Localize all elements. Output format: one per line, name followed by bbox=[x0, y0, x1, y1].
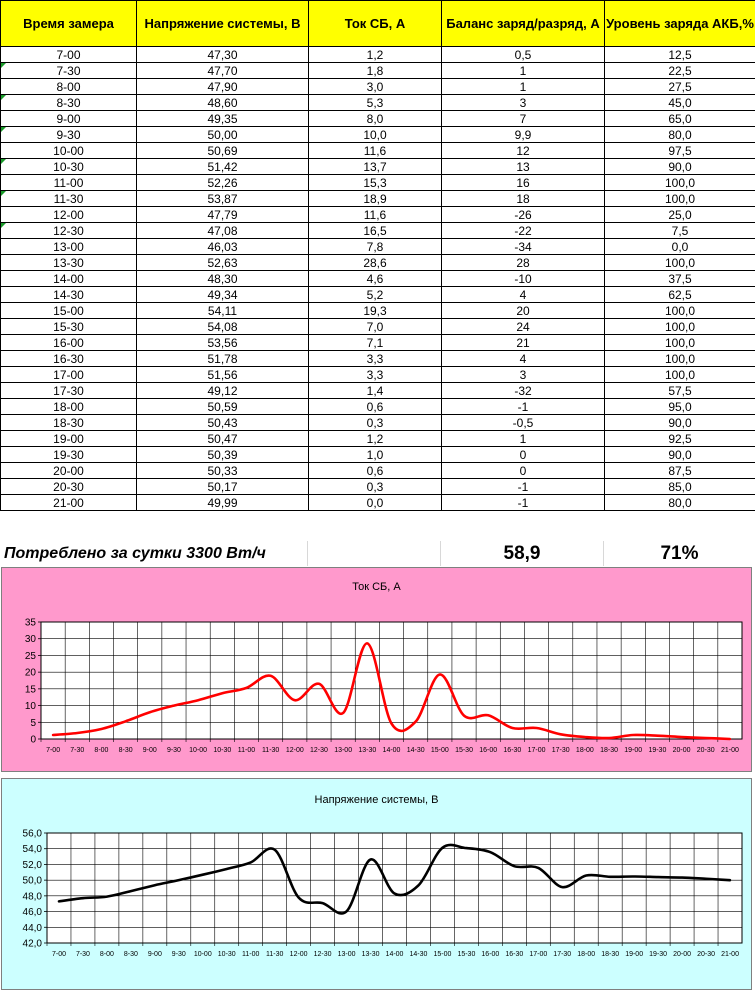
current-cell: 19,3 bbox=[309, 303, 442, 319]
voltage-cell: 51,56 bbox=[137, 367, 309, 383]
time-cell: 13-00 bbox=[1, 239, 137, 255]
current-chart-xtick-label: 18-30 bbox=[600, 747, 619, 754]
voltage-chart-xtick-label: 8-30 bbox=[123, 951, 138, 958]
time-cell: 10-00 bbox=[1, 143, 137, 159]
charge-cell: 97,5 bbox=[605, 143, 755, 159]
balance-cell: 7 bbox=[442, 111, 605, 127]
balance-cell: 12 bbox=[442, 143, 605, 159]
current-chart-xtick-label: 17-00 bbox=[527, 747, 546, 754]
balance-cell: -1 bbox=[442, 479, 605, 495]
table-row bbox=[1, 111, 755, 127]
header-voltage: Напряжение системы, В bbox=[137, 1, 309, 47]
charge-cell: 90,0 bbox=[605, 159, 755, 175]
current-chart-ytick-label: 25 bbox=[24, 650, 36, 662]
current-chart-ytick-label: 20 bbox=[24, 667, 36, 679]
voltage-chart-xtick-label: 14-00 bbox=[385, 951, 404, 958]
current-cell: 7,8 bbox=[309, 239, 442, 255]
voltage-cell: 49,35 bbox=[137, 111, 309, 127]
charge-cell: 90,0 bbox=[605, 415, 755, 431]
time-cell: 21-00 bbox=[1, 495, 137, 511]
voltage-chart-xtick-label: 13-00 bbox=[337, 951, 356, 958]
current-chart-xtick-label: 20-00 bbox=[672, 747, 691, 754]
table-row bbox=[1, 463, 755, 479]
header-current: Ток СБ, А bbox=[309, 1, 442, 47]
current-cell: 18,9 bbox=[309, 191, 442, 207]
charge-cell: 80,0 bbox=[605, 495, 755, 511]
voltage-chart-xtick-label: 15-30 bbox=[457, 951, 476, 958]
charge-average: 71% bbox=[660, 543, 699, 564]
current-chart-xtick-label: 13-00 bbox=[334, 747, 353, 754]
current-chart-xtick-label: 16-00 bbox=[479, 747, 498, 754]
table-row bbox=[1, 255, 755, 271]
voltage-cell: 48,60 bbox=[137, 95, 309, 111]
current-cell: 1,4 bbox=[309, 383, 442, 399]
balance-cell: 0,5 bbox=[442, 47, 605, 63]
time-cell: 13-30 bbox=[1, 255, 137, 271]
balance-cell: 4 bbox=[442, 287, 605, 303]
balance-cell: 13 bbox=[442, 159, 605, 175]
voltage-chart-xtick-label: 11-00 bbox=[242, 951, 260, 958]
table-row bbox=[1, 319, 755, 335]
voltage-cell: 49,12 bbox=[137, 383, 309, 399]
voltage-chart-xtick-label: 10-30 bbox=[217, 951, 236, 958]
current-chart-xtick-label: 9-30 bbox=[166, 747, 181, 754]
current-chart-xtick-label: 11-30 bbox=[261, 747, 280, 754]
current-chart-xtick-label: 12-30 bbox=[310, 747, 328, 754]
charge-cell: 95,0 bbox=[605, 399, 755, 415]
voltage-cell: 46,03 bbox=[137, 239, 309, 255]
table-row bbox=[1, 127, 755, 143]
current-chart-ytick-label: 35 bbox=[24, 617, 36, 629]
current-cell: 10,0 bbox=[309, 127, 442, 143]
charge-cell: 12,5 bbox=[605, 47, 755, 63]
balance-cell: 20 bbox=[442, 303, 605, 319]
table-row bbox=[1, 447, 755, 463]
table-row bbox=[1, 191, 755, 207]
table-row bbox=[1, 47, 755, 63]
balance-cell: 9,9 bbox=[442, 127, 605, 143]
current-cell: 1,0 bbox=[309, 447, 442, 463]
balance-cell: 1 bbox=[442, 431, 605, 447]
current-chart-svg bbox=[2, 568, 751, 771]
table-row bbox=[1, 399, 755, 415]
balance-total: 58,9 bbox=[441, 541, 604, 566]
time-cell: 19-30 bbox=[1, 447, 137, 463]
current-chart-xtick-label: 21-00 bbox=[720, 747, 739, 754]
current-chart-xtick-label: 20-30 bbox=[696, 747, 715, 754]
charge-cell: 27,5 bbox=[605, 79, 755, 95]
voltage-chart-ytick-label: 52,0 bbox=[22, 859, 42, 871]
balance-cell: -32 bbox=[442, 383, 605, 399]
balance-cell: 18 bbox=[442, 191, 605, 207]
voltage-chart-xtick-label: 16-00 bbox=[481, 951, 500, 958]
time-cell: 9-00 bbox=[1, 111, 137, 127]
voltage-chart-svg bbox=[2, 779, 751, 989]
header-charge-level: Уровень заряда АКБ,% bbox=[605, 1, 755, 47]
time-cell: 14-00 bbox=[1, 271, 137, 287]
current-chart-xtick-label: 16-30 bbox=[503, 747, 522, 754]
balance-cell: 0 bbox=[442, 463, 605, 479]
voltage-cell: 52,26 bbox=[137, 175, 309, 191]
current-cell: 4,6 bbox=[309, 271, 442, 287]
charge-cell: 25,0 bbox=[605, 207, 755, 223]
time-cell: 16-30 bbox=[1, 351, 137, 367]
charge-cell: 100,0 bbox=[605, 175, 755, 191]
balance-cell: -1 bbox=[442, 495, 605, 511]
voltage-chart-xtick-label: 10-00 bbox=[193, 951, 212, 958]
balance-cell: 0 bbox=[442, 447, 605, 463]
table-row bbox=[1, 63, 755, 79]
current-chart-xtick-label: 11-00 bbox=[237, 747, 256, 754]
voltage-cell: 52,63 bbox=[137, 255, 309, 271]
balance-cell: 1 bbox=[442, 63, 605, 79]
time-cell: 15-00 bbox=[1, 303, 137, 319]
current-cell: 0,6 bbox=[309, 399, 442, 415]
charge-cell: 0,0 bbox=[605, 239, 755, 255]
balance-cell: -0,5 bbox=[442, 415, 605, 431]
charge-cell: 90,0 bbox=[605, 447, 755, 463]
time-cell: 8-30 bbox=[1, 95, 137, 111]
charge-cell: 100,0 bbox=[605, 191, 755, 207]
voltage-chart-ytick-label: 56,0 bbox=[22, 828, 42, 840]
current-chart-xtick-label: 19-00 bbox=[624, 747, 643, 754]
current-chart-xtick-label: 15-00 bbox=[430, 747, 449, 754]
time-cell: 14-30 bbox=[1, 287, 137, 303]
voltage-chart-xtick-label: 15-00 bbox=[433, 951, 452, 958]
voltage-cell: 50,39 bbox=[137, 447, 309, 463]
voltage-cell: 50,47 bbox=[137, 431, 309, 447]
voltage-chart-ytick-label: 42,0 bbox=[22, 938, 42, 950]
table-row bbox=[1, 95, 755, 111]
balance-cell: -34 bbox=[442, 239, 605, 255]
balance-cell: -22 bbox=[442, 223, 605, 239]
current-chart bbox=[1, 567, 752, 772]
current-chart-ytick-label: 5 bbox=[30, 717, 36, 729]
voltage-chart-ytick-label: 44,0 bbox=[22, 922, 42, 934]
charge-cell: 57,5 bbox=[605, 383, 755, 399]
table-row bbox=[1, 303, 755, 319]
current-cell: 1,2 bbox=[309, 431, 442, 447]
table-row bbox=[1, 495, 755, 511]
voltage-cell: 53,87 bbox=[137, 191, 309, 207]
voltage-cell: 51,42 bbox=[137, 159, 309, 175]
voltage-chart-xtick-label: 19-00 bbox=[625, 951, 644, 958]
balance-cell: 16 bbox=[442, 175, 605, 191]
balance-cell: -10 bbox=[442, 271, 605, 287]
charge-cell: 100,0 bbox=[605, 335, 755, 351]
current-cell: 5,2 bbox=[309, 287, 442, 303]
table-row bbox=[1, 239, 755, 255]
charge-cell: 100,0 bbox=[605, 351, 755, 367]
time-cell: 20-00 bbox=[1, 463, 137, 479]
voltage-cell: 50,17 bbox=[137, 479, 309, 495]
current-chart-ytick-label: 10 bbox=[24, 701, 36, 713]
current-chart-xtick-label: 10-00 bbox=[189, 747, 208, 754]
voltage-chart-xtick-label: 17-30 bbox=[553, 951, 572, 958]
charge-cell: 45,0 bbox=[605, 95, 755, 111]
voltage-cell: 50,33 bbox=[137, 463, 309, 479]
balance-cell: 21 bbox=[442, 335, 605, 351]
current-chart-xtick-label: 15-30 bbox=[455, 747, 473, 754]
current-chart-xtick-label: 13-30 bbox=[358, 747, 377, 754]
voltage-cell: 50,00 bbox=[137, 127, 309, 143]
voltage-chart-xtick-label: 9-30 bbox=[171, 951, 186, 958]
charge-cell: 62,5 bbox=[605, 287, 755, 303]
current-chart-xtick-label: 8-30 bbox=[118, 747, 133, 754]
time-cell: 11-00 bbox=[1, 175, 137, 191]
time-cell: 7-30 bbox=[1, 63, 137, 79]
voltage-cell: 47,08 bbox=[137, 223, 309, 239]
balance-cell: -26 bbox=[442, 207, 605, 223]
voltage-cell: 53,56 bbox=[137, 335, 309, 351]
charge-cell: 100,0 bbox=[605, 255, 755, 271]
table-row bbox=[1, 271, 755, 287]
table-row bbox=[1, 287, 755, 303]
voltage-chart-xtick-label: 14-30 bbox=[409, 951, 428, 958]
voltage-chart-ytick-label: 50,0 bbox=[22, 875, 42, 887]
time-cell: 18-00 bbox=[1, 399, 137, 415]
current-cell: 11,6 bbox=[309, 207, 442, 223]
voltage-cell: 48,30 bbox=[137, 271, 309, 287]
table-body bbox=[1, 47, 755, 511]
voltage-chart-xtick-label: 20-30 bbox=[697, 951, 716, 958]
table-row bbox=[1, 367, 755, 383]
current-cell: 0,3 bbox=[309, 479, 442, 495]
voltage-chart-title: Напряжение системы, В bbox=[314, 794, 439, 806]
time-cell: 17-00 bbox=[1, 367, 137, 383]
table-row bbox=[1, 479, 755, 495]
current-chart-xtick-label: 14-00 bbox=[382, 747, 401, 754]
current-cell: 3,0 bbox=[309, 79, 442, 95]
time-cell: 15-30 bbox=[1, 319, 137, 335]
balance-cell: 3 bbox=[442, 95, 605, 111]
voltage-chart bbox=[1, 778, 752, 990]
current-chart-xtick-label: 8-00 bbox=[94, 747, 109, 754]
time-cell: 19-00 bbox=[1, 431, 137, 447]
current-cell: 3,3 bbox=[309, 367, 442, 383]
voltage-cell: 54,08 bbox=[137, 319, 309, 335]
current-chart-xtick-label: 10-30 bbox=[213, 747, 232, 754]
consumption-summary: Потреблено за сутки 3300 Вт/ч bbox=[0, 541, 308, 566]
current-chart-ytick-label: 0 bbox=[30, 734, 36, 746]
voltage-chart-xtick-label: 12-30 bbox=[313, 951, 332, 958]
current-chart-xtick-label: 9-00 bbox=[142, 747, 157, 754]
table-row bbox=[1, 335, 755, 351]
balance-cell: 1 bbox=[442, 79, 605, 95]
balance-cell: 4 bbox=[442, 351, 605, 367]
summary-empty-cell bbox=[308, 541, 441, 566]
current-chart-title: Ток СБ, А bbox=[352, 581, 401, 593]
current-cell: 16,5 bbox=[309, 223, 442, 239]
charge-cell: 65,0 bbox=[605, 111, 755, 127]
current-chart-xtick-label: 12-00 bbox=[285, 747, 304, 754]
charge-cell: 92,5 bbox=[605, 431, 755, 447]
table-row bbox=[1, 351, 755, 367]
time-cell: 10-30 bbox=[1, 159, 137, 175]
voltage-chart-xtick-label: 17-00 bbox=[529, 951, 548, 958]
charge-cell: 100,0 bbox=[605, 303, 755, 319]
table-header-row bbox=[1, 1, 755, 47]
time-cell: 18-30 bbox=[1, 415, 137, 431]
current-cell: 28,6 bbox=[309, 255, 442, 271]
charge-cell: 7,5 bbox=[605, 223, 755, 239]
charge-cell: 37,5 bbox=[605, 271, 755, 287]
voltage-chart-xtick-label: 8-00 bbox=[99, 951, 114, 958]
voltage-chart-xtick-label: 19-30 bbox=[649, 951, 668, 958]
voltage-cell: 50,59 bbox=[137, 399, 309, 415]
balance-cell: 24 bbox=[442, 319, 605, 335]
current-chart-xtick-label: 7-30 bbox=[70, 747, 85, 754]
table-row bbox=[1, 415, 755, 431]
current-chart-xtick-label: 17-30 bbox=[551, 747, 570, 754]
table-row bbox=[1, 79, 755, 95]
voltage-cell: 50,69 bbox=[137, 143, 309, 159]
charge-cell: 100,0 bbox=[605, 367, 755, 383]
charge-cell: 22,5 bbox=[605, 63, 755, 79]
voltage-cell: 47,90 bbox=[137, 79, 309, 95]
charge-cell: 100,0 bbox=[605, 319, 755, 335]
voltage-chart-xtick-label: 9-00 bbox=[147, 951, 162, 958]
balance-cell: 3 bbox=[442, 367, 605, 383]
voltage-chart-ytick-label: 48,0 bbox=[22, 891, 42, 903]
time-cell: 11-30 bbox=[1, 191, 137, 207]
current-cell: 15,3 bbox=[309, 175, 442, 191]
current-cell: 5,3 bbox=[309, 95, 442, 111]
current-cell: 8,0 bbox=[309, 111, 442, 127]
current-chart-xtick-label: 18-00 bbox=[575, 747, 594, 754]
time-cell: 12-30 bbox=[1, 223, 137, 239]
voltage-cell: 49,34 bbox=[137, 287, 309, 303]
voltage-chart-xtick-label: 7-00 bbox=[51, 951, 66, 958]
current-cell: 3,3 bbox=[309, 351, 442, 367]
table-row bbox=[1, 223, 755, 239]
current-chart-xtick-label: 7-00 bbox=[46, 747, 61, 754]
current-cell: 7,0 bbox=[309, 319, 442, 335]
charge-cell: 80,0 bbox=[605, 127, 755, 143]
current-cell: 13,7 bbox=[309, 159, 442, 175]
voltage-chart-xtick-label: 13-30 bbox=[361, 951, 380, 958]
time-cell: 9-30 bbox=[1, 127, 137, 143]
table-row bbox=[1, 431, 755, 447]
current-cell: 7,1 bbox=[309, 335, 442, 351]
voltage-chart-xtick-label: 11-30 bbox=[265, 951, 284, 958]
voltage-chart-xtick-label: 16-30 bbox=[505, 951, 524, 958]
time-cell: 20-30 bbox=[1, 479, 137, 495]
voltage-chart-xtick-label: 21-00 bbox=[721, 951, 739, 958]
voltage-chart-plot-area bbox=[47, 833, 742, 943]
current-cell: 1,2 bbox=[309, 47, 442, 63]
current-cell: 0,0 bbox=[309, 495, 442, 511]
charge-cell: 87,5 bbox=[605, 463, 755, 479]
table-row bbox=[1, 207, 755, 223]
current-cell: 11,6 bbox=[309, 143, 442, 159]
current-cell: 0,6 bbox=[309, 463, 442, 479]
current-chart-xtick-label: 19-30 bbox=[648, 747, 667, 754]
voltage-chart-xtick-label: 18-30 bbox=[601, 951, 620, 958]
voltage-chart-ytick-label: 54,0 bbox=[22, 844, 42, 856]
voltage-chart-xtick-label: 7-30 bbox=[75, 951, 90, 958]
current-chart-xtick-label: 14-30 bbox=[406, 747, 425, 754]
balance-cell: 28 bbox=[442, 255, 605, 271]
voltage-chart-xtick-label: 18-00 bbox=[577, 951, 596, 958]
current-chart-ytick-label: 30 bbox=[24, 634, 36, 646]
time-cell: 17-30 bbox=[1, 383, 137, 399]
voltage-cell: 51,78 bbox=[137, 351, 309, 367]
time-cell: 12-00 bbox=[1, 207, 137, 223]
current-chart-ytick-label: 15 bbox=[24, 684, 36, 696]
header-time: Время замера bbox=[1, 1, 137, 47]
charge-cell: 85,0 bbox=[605, 479, 755, 495]
current-cell: 0,3 bbox=[309, 415, 442, 431]
balance-cell: -1 bbox=[442, 399, 605, 415]
voltage-chart-xtick-label: 12-00 bbox=[289, 951, 308, 958]
voltage-cell: 47,79 bbox=[137, 207, 309, 223]
voltage-cell: 47,30 bbox=[137, 47, 309, 63]
time-cell: 7-00 bbox=[1, 47, 137, 63]
voltage-cell: 50,43 bbox=[137, 415, 309, 431]
table-row bbox=[1, 175, 755, 191]
voltage-cell: 54,11 bbox=[137, 303, 309, 319]
table-row bbox=[1, 383, 755, 399]
time-cell: 8-00 bbox=[1, 79, 137, 95]
voltage-chart-ytick-label: 46,0 bbox=[22, 907, 42, 919]
table-row bbox=[1, 159, 755, 175]
header-balance: Баланс заряд/разряд, А bbox=[442, 1, 605, 47]
voltage-cell: 47,70 bbox=[137, 63, 309, 79]
voltage-cell: 49,99 bbox=[137, 495, 309, 511]
current-cell: 1,8 bbox=[309, 63, 442, 79]
summary-row bbox=[0, 541, 755, 566]
table-row bbox=[1, 143, 755, 159]
voltage-chart-xtick-label: 20-00 bbox=[673, 951, 692, 958]
time-cell: 16-00 bbox=[1, 335, 137, 351]
